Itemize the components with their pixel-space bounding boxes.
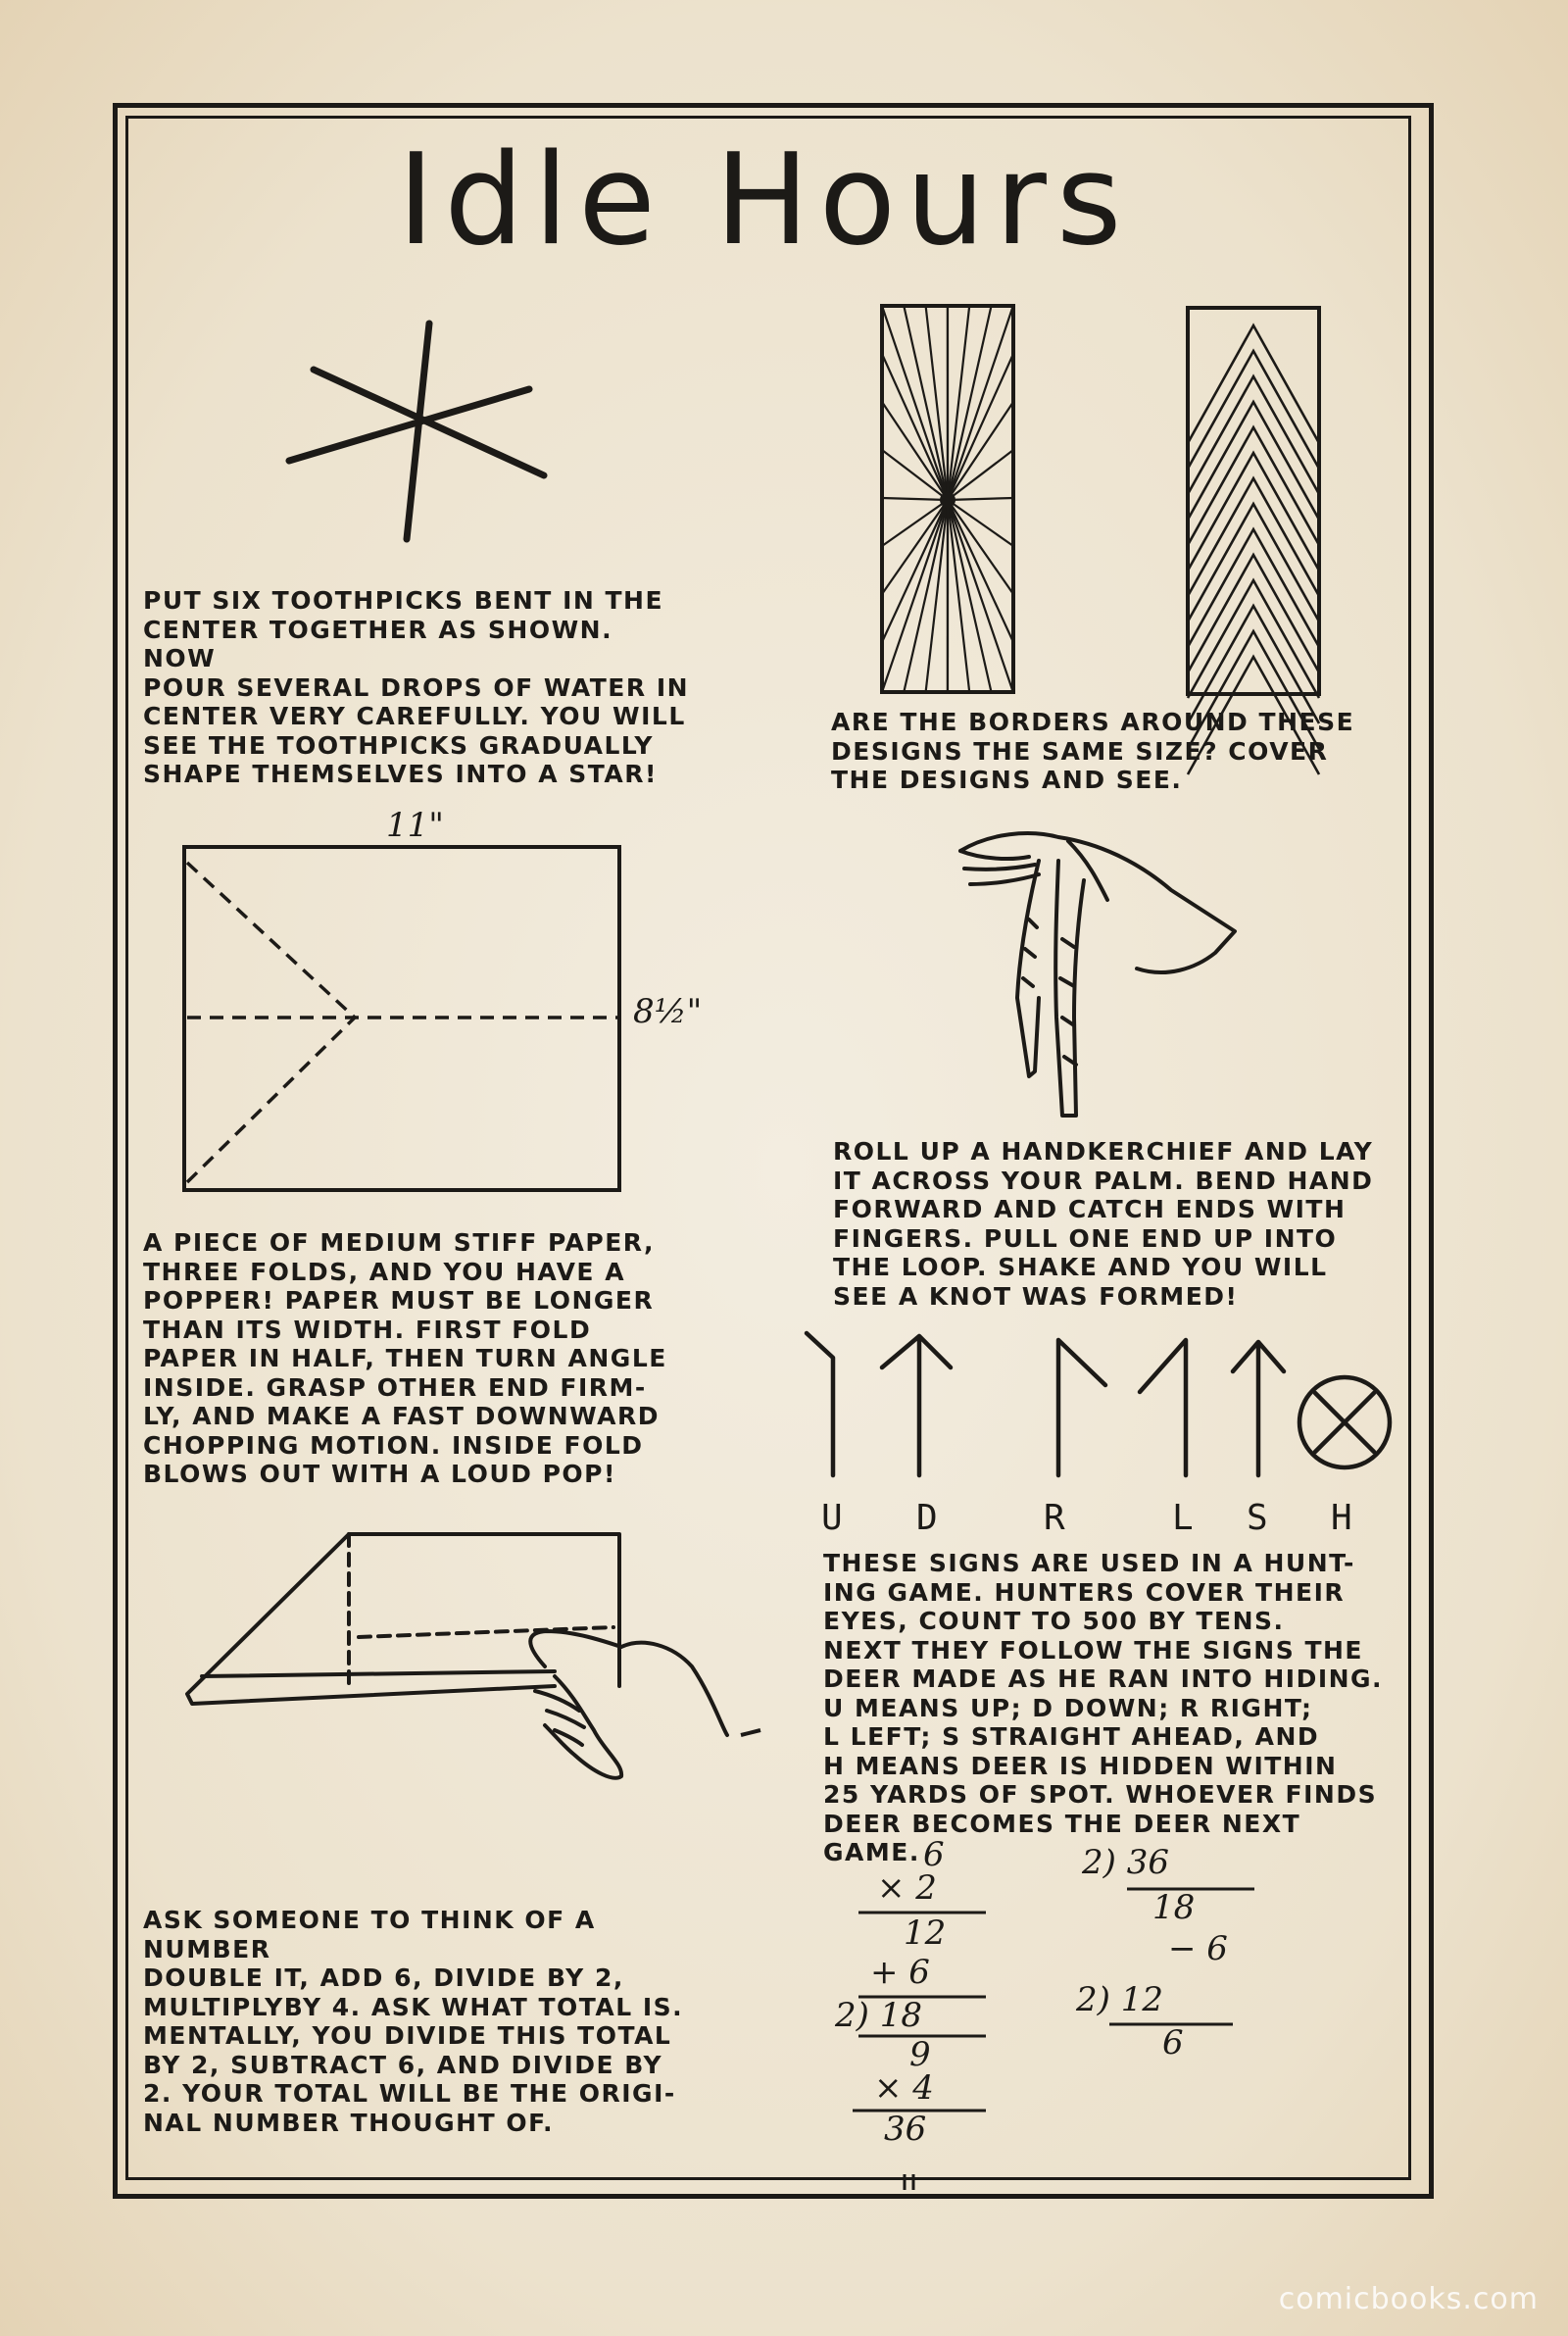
- page-title: Idle Hours: [397, 127, 1132, 273]
- number-trick-text: ASK SOMEONE TO THINK OF A NUMBER DOUBLE IT, ADD 6, DIVIDE BY 2, MULTIPLYBY 4. ASK WHAT TOTAL IS. MENTALLY, YOU DIVIDE THIS TOTAL BY 2, SUBTRACT 6, AND DIVIDE BY 2. YOUR TOTAL WILL BE THE ORIGI- NAL NUMBER THOUGHT OF.: [143, 1906, 684, 2137]
- sign-letter-r: R: [1044, 1498, 1065, 1538]
- popper-fold-diagram: [182, 845, 623, 1194]
- borders-text: ARE THE BORDERS AROUND THESE DESIGNS THE SAME SIZE? COVER THE DESIGNS AND SEE.: [831, 708, 1355, 794]
- math-left-6: 9: [909, 2035, 931, 2074]
- sign-letter-u: U: [821, 1498, 843, 1538]
- toothpicks-text: PUT SIX TOOTHPICKS BENT IN THE CENTER TOGETHER AS SHOWN. NOW POUR SEVERAL DROPS OF WATER IN CENTER VERY CAREFULLY. YOU WILL SEE THE TOOTHPICKS GRADUALLY SHAPE THEMSELVES INTO A STAR!: [143, 586, 690, 788]
- hunting-text: THESE SIGNS ARE USED IN A HUNT- ING GAME. HUNTERS COVER THEIR EYES, COUNT TO 500 BY TENS. NEXT THEY FOLLOW THE SIGNS THE DEER MADE AS HE RAN INTO HIDING. U MEANS UP; D DOWN; R RIGHT; L LEFT; S STRAIGHT AHEAD, AND H MEANS DEER IS HIDDEN WITHIN 25 YARDS OF SPOT. WHOEVER FINDS DEER BECOMES THE DEER NEXT GAME.: [823, 1549, 1384, 1866]
- watermark: comicbooks.com: [1278, 2282, 1539, 2316]
- handkerchief-hand-illustration: [951, 821, 1245, 1135]
- popper-held-illustration: [182, 1529, 760, 1794]
- math-left-3: 12: [904, 1914, 947, 1953]
- radiating-lines-design: [880, 304, 1015, 694]
- handkerchief-text: ROLL UP A HANDKERCHIEF AND LAY IT ACROSS YOUR PALM. BEND HAND FORWARD AND CATCH ENDS WITH FINGERS. PULL ONE END UP INTO THE LOOP. SHAKE AND YOU WILL SEE A KNOT WAS FORMED!: [833, 1137, 1374, 1311]
- sign-letter-l: L: [1172, 1498, 1194, 1538]
- math-left-1: 6: [923, 1835, 945, 1874]
- math-left-5: 2) 18: [835, 1996, 922, 2035]
- math-right-5: 6: [1162, 2023, 1184, 2063]
- sign-letter-d: D: [916, 1498, 938, 1538]
- popper-text: A PIECE OF MEDIUM STIFF PAPER, THREE FOLDS, AND YOU HAVE A POPPER! PAPER MUST BE LONGER THAN ITS WIDTH. FIRST FOLD PAPER IN HALF, THEN TURN ANGLE INSIDE. GRASP OTHER END FIRM- LY, AND MAKE A FAST DOWNWARD CHOPPING MOTION. INSIDE FOLD BLOWS OUT WITH A LOUD POP!: [143, 1228, 667, 1488]
- height-label: 8½": [633, 992, 703, 1031]
- math-left-8: 36: [884, 2110, 927, 2149]
- math-right-1: 2) 36: [1082, 1843, 1169, 1882]
- math-left-7: × 4: [874, 2068, 934, 2108]
- sign-letter-h: H: [1331, 1498, 1352, 1538]
- hunting-signs-illustration: [802, 1328, 1399, 1485]
- toothpick-star-illustration: [284, 319, 549, 544]
- sign-letter-s: S: [1247, 1498, 1268, 1538]
- math-right-4: 2) 12: [1076, 1980, 1163, 2019]
- width-label: 11": [386, 806, 444, 845]
- math-left-4: + 6: [870, 1953, 930, 1992]
- chevron-lines-design: [1186, 306, 1321, 696]
- border-tick-marks: [900, 2174, 919, 2194]
- math-right-2: 18: [1152, 1888, 1196, 1927]
- math-right-3: − 6: [1168, 1929, 1228, 1968]
- math-left-2: × 2: [877, 1868, 937, 1908]
